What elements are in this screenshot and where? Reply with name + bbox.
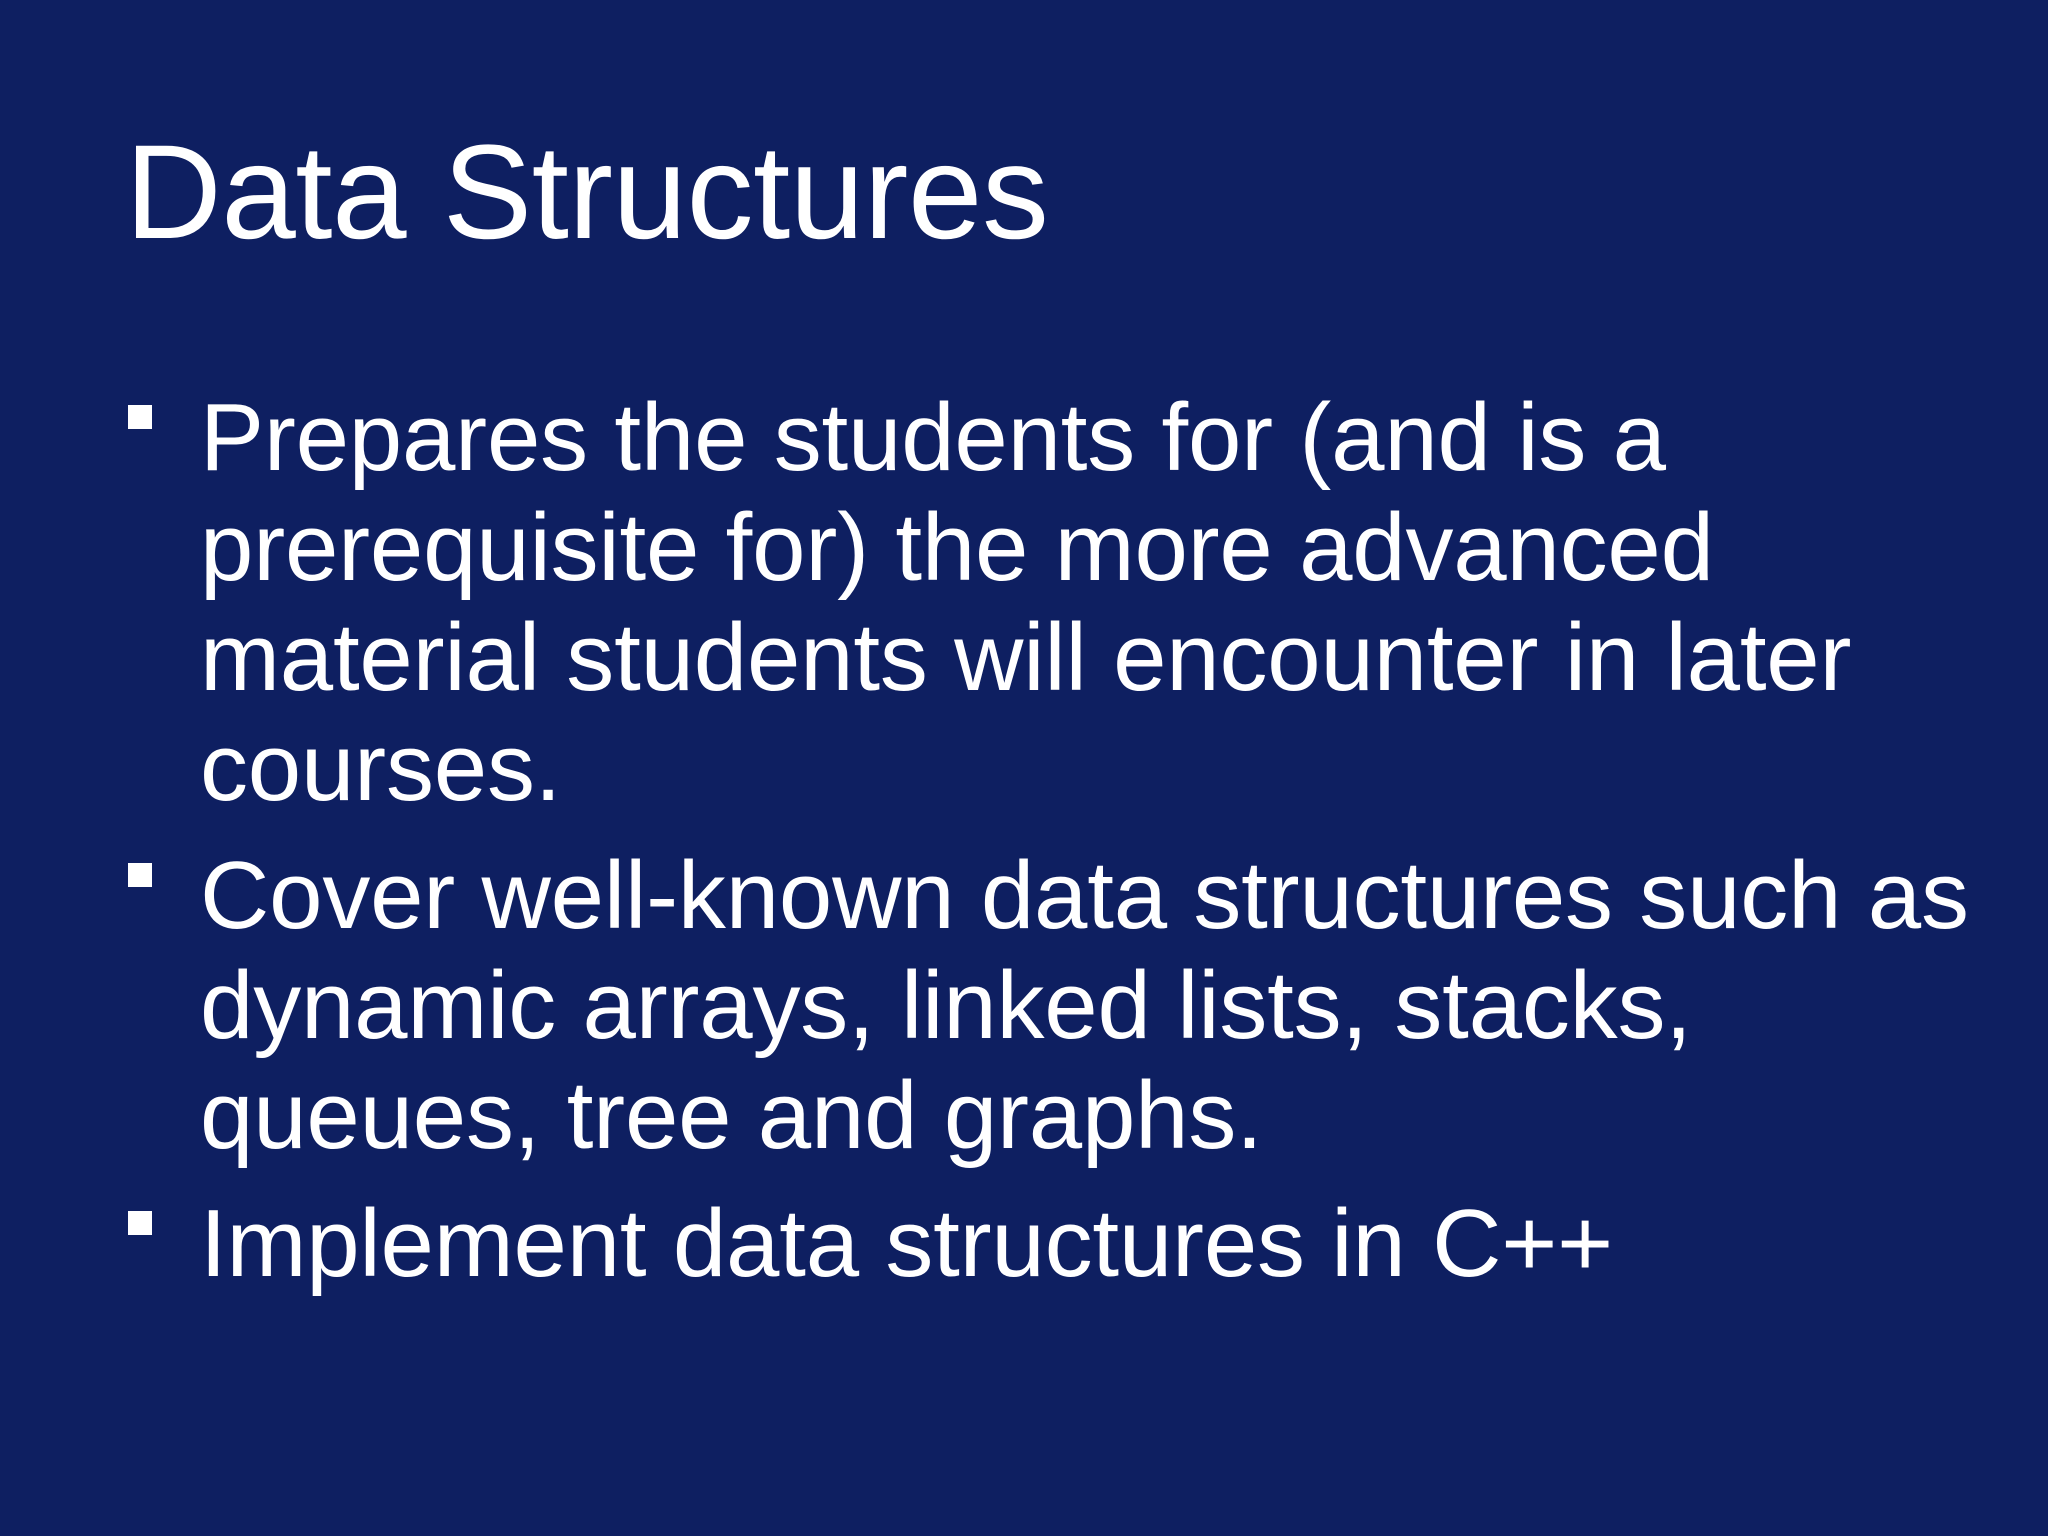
bullet-text-prerequisite: [200, 383, 1851, 823]
bullet-line: prerequisite for) the more advanced: [200, 494, 1714, 601]
square-bullet-icon: [128, 1211, 152, 1235]
bullet-line: Prepares the students for (and is a: [200, 384, 1666, 491]
square-bullet-icon: [128, 863, 152, 887]
bullet-line: Implement data structures in C++: [200, 1190, 1613, 1297]
bullet-line: Cover well-known data structures such as: [200, 842, 1969, 949]
bullet-line: material students will encounter in later: [200, 604, 1852, 711]
bullet-text-topics: [200, 841, 1969, 1171]
square-bullet-icon: [128, 405, 152, 429]
bullet-line: dynamic arrays, linked lists, stacks,: [200, 952, 1692, 1059]
slide-title: Data Structures: [125, 118, 1049, 267]
bullet-text-cpp: [200, 1189, 1613, 1299]
bullet-item-prerequisite: [128, 383, 1908, 823]
bullet-item-cpp: [128, 1189, 1908, 1299]
bullet-line: courses.: [200, 714, 562, 821]
bullet-line: queues, tree and graphs.: [200, 1062, 1263, 1169]
bullet-list: [128, 383, 1969, 1317]
bullet-item-topics: [128, 841, 1969, 1171]
